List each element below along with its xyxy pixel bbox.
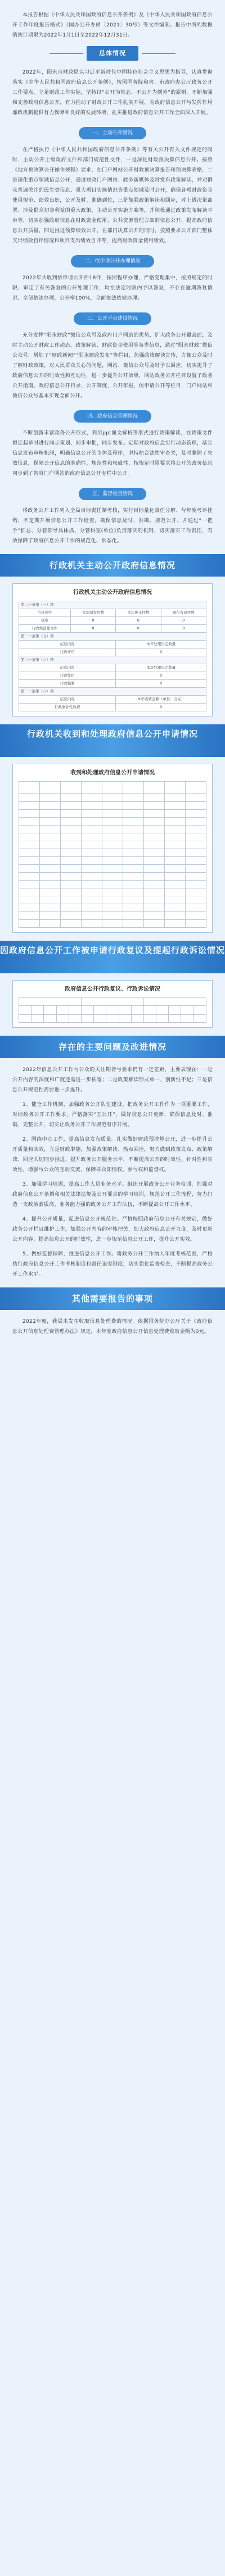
table-col-header: 本年收费金额（单位：万元）	[116, 696, 206, 704]
banner-problems: 存在的主要问题及改进情况	[0, 1036, 225, 1058]
banner-review-litigation: 因政府信息公开工作被申请行政复议及提起行政诉讼情况	[0, 941, 225, 973]
table-cell: 行政规范性文件	[19, 625, 71, 633]
banner-active-disclosure: 行政机关主动公开政府信息情况	[0, 554, 225, 577]
table-cell: 0	[161, 617, 206, 625]
problems-item: 3、加强学习培训，提高工作人员业务水平。组织开展政务公开业务培训，加强对政府信息公开条例和相关法律法规及公开要求的学习培训，规范公开工作流程，努力打造一支政治素质高、业务能力强的政务公开工作队伍，不断提高公开工作水平。	[12, 1182, 213, 1208]
supervision-paragraph: 将政务公开工作列入全局目标责任制考核，实行目标量化责任分解、与年度考评挂钩，不定期开展信息公开工作检查，确保信息及时、准确、规范公开，并通过“一把手”抓总、分管领导具体抓、分管科室(单位)负责落实的机制，切实落实工作责任，有效保障了政府信息公开工作的规范化、常态化。	[12, 508, 213, 544]
overview-paragraph: 2022年，阳永市财政局以习近平新时代中国特色社会主义思想为指导，认真贯彻落实《中华人民共和国政府信息公开条例》，按照国务院和省、市政府办公厅政务公开工作要点，立足财政工作实际，坚持以“公开为常态、不公开为例外”的原则，不断加强和完善政府信息公开，有力推动了财政公开工作扎实开展，为政府信息公开与发挥作用廉政机制提供有力保障和良好的发展环境，扎实推进政府信息公开工作全面深入开展。	[12, 70, 213, 116]
table-col-header: 本年废止件数	[116, 609, 161, 617]
banner-other-matters: 其他需要报告的事项	[0, 1287, 225, 1310]
table-cell: 0	[116, 680, 206, 688]
table-col-header: 信息内容	[19, 664, 116, 672]
table-cell: 0	[116, 672, 206, 680]
problems-paragraph: 2022年信息公开工作与公众的关注期待与要求仍有一定差距，主要表现在：一是公开内容的深度和广度还需进一步拓宽；二是政策解读形式单一，创新性不足；三是信息公开规范性需要进一步提升。	[12, 1067, 213, 1093]
table-section-head: 第二十条第（一）项	[19, 601, 206, 609]
problems-item: 2、围绕中心工作，提高信息发布质量。扎实做好财政预决算公开，进一步提升公开质量和实效，立足财政职能，加强政策解读、热点回应，努力做到政策发布、政策解读、回应关切同步推进，提升政务公开服务水平，不断提高公开的时效性、针对性和实效性，增强与公众的互动交流，保障群众知情权、参与权和监督权。	[12, 1137, 213, 1173]
table-col-header: 信息内容	[19, 696, 116, 704]
table-col-header: 信息内容	[19, 609, 71, 617]
table-section-head: 第二十条第（六）项	[19, 656, 206, 664]
table-cell: 0	[116, 617, 161, 625]
table-cell: 0	[70, 625, 115, 633]
table-col-header: 本年处理决定数量	[116, 664, 206, 672]
table-section-head: 第二十条第（八）项	[19, 688, 206, 696]
table-cell: 行政强制	[19, 680, 116, 688]
subhead-request-disclosure: 二、依申请公开办理情况	[71, 255, 154, 267]
table-title: 政府信息公开行政复议、行政诉讼情况	[65, 986, 160, 992]
table-col-header: 信息内容	[19, 641, 116, 648]
table-section-head: 第二十条第（五）项	[19, 633, 206, 641]
table-cell: 0	[161, 625, 206, 633]
problems-item: 1、健全工作机制，加强政务公开队伍建设。把政务公开工作作为一项重要工作，对标政务公开工作要求，严格落实“五公开”，做好信息公开更新，确保信息及时、准确、完整公开，切实让政务公开工作规范有序开展。	[12, 1102, 213, 1128]
section-title-overview: 总体情况	[87, 46, 138, 61]
subhead-platform: 三、公开平台建设情况	[74, 312, 151, 325]
table-title: 行政机关主动公开政府信息情况	[73, 589, 152, 596]
banner-requests: 行政机关收到和处理政府信息公开申请情况	[0, 724, 225, 757]
table-cell: 行政处罚	[19, 672, 116, 680]
table-cell: 0	[116, 648, 206, 656]
table-cell: 行政事业性收费	[19, 704, 116, 711]
platform-paragraph: 充分发挥“阳永财政”微信公众号及政府门户网站的优势，扩大政务公开覆盖面，及时主动公开财政工作动态、政策解读、财政资金使用等各类信息，通过“阳永财政”微信公众号，增加了“财政新闻”“阳永财政发布”等栏目，加强政策解读宣传，方便公众及时了解财政政策，对人民群众关心的问题，网站、微信公众号及时予以回应，切实提升了政府信息公开的时效性和互动性，进一步提升公开效果，网站政务公开栏目设置了政务公开指南、政府信息公开目录、公开制度、公开年报、依申请公开等栏目，门户网站和微信公众号基本实现全面公开。	[12, 333, 213, 399]
table-col-header: 现行有效件数	[161, 609, 206, 617]
table-col-header: 本年处理决定数量	[116, 641, 206, 648]
subhead-active-disclosure: 一、主动公开情况	[79, 127, 146, 139]
table-cell: 0	[116, 625, 161, 633]
intro-paragraph: 本报告根据《中华人民共和国政府信息公开条例》及《中华人民共和国政府信息公开工作年度报告格式》（国办公开办函〔2021〕30号）等文件编制。报告中所列数据的统计期限为2022年1月1日至2022年12月31日。	[12, 12, 213, 38]
problems-item: 4、提升公开质量，促进信息公开规范化。严格按照政府信息公开有关规定，做好政务公开栏目维护工作，加强公开内容的审核把关，加大政府信息公开力度，及时更新公开内容，提高信息公开的时效性，进一步规范信息公开工作，提升公开实效。	[12, 1217, 213, 1242]
active-disclosure-paragraph: 在严格执行《中华人民共和国政府信息公开条例》等有关公开有关文件规定的同时，主动公开上级政府文件和部门规范性文件，一是深化财政预决算信息公开。按照《地方预决算公开操作规程》要求，在门户网站公开财政预决算报告和预决算表格，二是深化重点领域信息公开，通过财政门户网站、政务新媒体及时发布政策解读，并对群众普遍关注的民生类信息、重大项目实施情况等重点领域及时公开，确保各项财政资金使用规范、绩效良好，公开及时、准确到位，三是加强政策解读和回应，对上级决策部署、涉及群众切身利益的重大政策，主动公开实施方案等，并积极通过政策发布解读平台等，切实加强政府信息在财政资金使用、公共资源管理方面的信息公开，提高政府信息公开质量，四是推进预算绩效公开，在部门决算公开的同时，按照要求公开部门整体支出绩效自评情况和项目支出绩效自评等，提高财政资金使用绩效。	[12, 147, 213, 244]
request-disclosure-paragraph: 2022年共收到依申请公开件18件，按照程序办理，严格受理集中，按照规定的时限、审定了有关答复的公开处理工作，均在法定时限内予以答复，不存在逾期答复情况。全部依法办理，公开率100%，全面依法依规办理。	[12, 275, 213, 301]
subhead-supervision: 五、监督检查情况	[79, 488, 146, 500]
table-title: 收到和处理政府信息公开申请情况	[70, 770, 155, 776]
other-matters-paragraph: 2022年度，我局未发生收取信息处理费的情况。依据国务院办公厅关于《政府信息公开信息处理费管理办法》规定，本年度政府信息公开信息处理费收取金额为0元。	[12, 1319, 213, 1335]
table-cell: 0	[116, 704, 206, 711]
info-management-paragraph: 不断创新丰富政务公开形式，利用ppt图文解析等形式进行政策解读，在政策文件拟定起草时进行同步策划、同步审批，同步发布。定期对政府信息实行动态管理，落实信息发布审核机制，明确信息公开的主体及程序，坚持把合法性审查关，及时删除了失效信息，保障公开信息的准确性、规范性和权威性，按规定时限要求将公开的政务信息同步到了省府门户网站的政府信息公开专栏中公开。	[12, 430, 213, 477]
table-col-header: 本年制发件数	[70, 609, 115, 617]
table-review-litigation	[12, 980, 213, 1028]
table-cell: 行政许可	[19, 648, 116, 656]
problems-item: 5、做好监督保障，推进信息公开工作。将政务公开工作纳入年度考核范围，严格执行政府信息公开工作考核制度和责任追究制度，切实强化监督检查，不断提高政务公开工作水平。	[12, 1251, 213, 1277]
requests-table-grid	[19, 781, 206, 928]
subhead-info-management: 四、政府信息管理情况	[74, 410, 151, 423]
table-active-disclosure	[12, 583, 213, 716]
table-requests	[12, 764, 213, 933]
table-cell: 规章	[19, 617, 71, 625]
table-cell: 0	[70, 617, 115, 625]
review-table-grid	[19, 997, 206, 1023]
